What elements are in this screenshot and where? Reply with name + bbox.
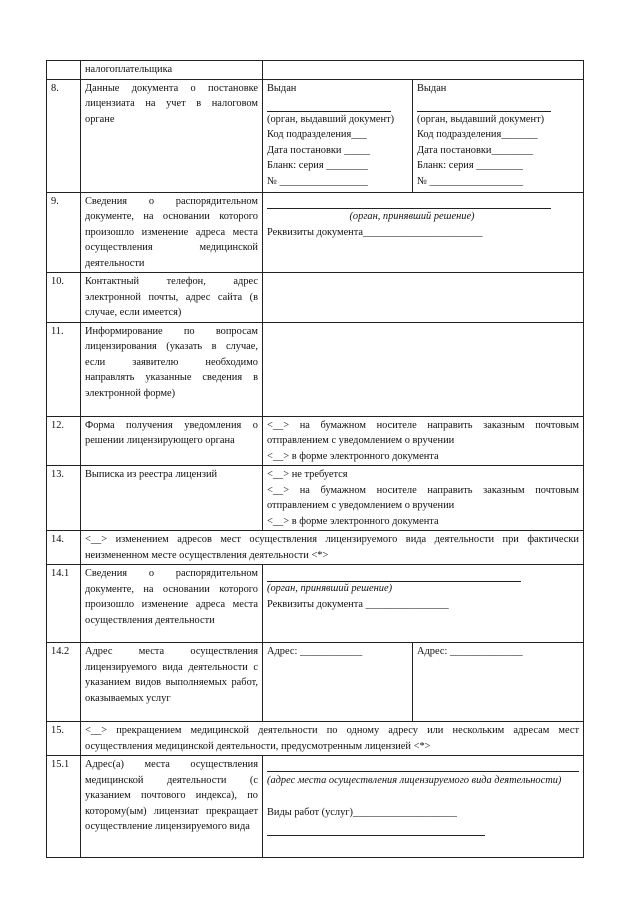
contact-field[interactable] (263, 273, 584, 323)
address-left[interactable]: Адрес: ____________ (263, 643, 413, 722)
table-row (47, 722, 584, 756)
electronic-info-field[interactable] (263, 322, 584, 416)
registration-date: Дата постановки________ (417, 144, 534, 156)
field-label: Адрес(а) места осуществления медицинской деятельности (с указанием почтового индекса), по которому(ым) лицензиат прекращает осуществление лицензируемого вида (81, 756, 263, 858)
table-row (47, 322, 584, 416)
extract-options (263, 466, 584, 531)
issuer-line[interactable] (267, 99, 391, 112)
blank-number: № _________________ (267, 175, 368, 187)
issued-label: Выдан (417, 82, 447, 94)
field-value[interactable] (263, 192, 584, 273)
table-row (47, 79, 584, 192)
organ-caption: (орган, принявший решение) (349, 211, 475, 222)
field-label: Данные документа о постановке лицензиата на учет в налоговом органе (81, 79, 263, 192)
issuer-caption: (орган, выдавший документ) (417, 113, 545, 125)
table-row (47, 466, 584, 531)
option-paper[interactable]: <__> на бумажном носителе направить заказным почтовым отправлением с уведомлением о вручении (267, 419, 579, 446)
address-right[interactable]: Адрес: ______________ (413, 643, 584, 722)
blank-series: Бланк: серия ________ (267, 160, 368, 171)
field-value[interactable] (263, 756, 584, 858)
organ-line[interactable] (267, 569, 521, 582)
blank-series: Бланк: серия _________ (417, 160, 523, 171)
row-number: 13. (47, 466, 81, 531)
field-label: Информирование по вопросам лицензирования (указать в случае, если заявителю необходимо направлять указанные сведения в электронной форме) (81, 322, 263, 416)
field-label: Форма получения уведомления о решении лицензирующего органа (81, 416, 263, 466)
application-form-table (46, 60, 584, 858)
division-code: Код подразделения_______ (417, 129, 538, 140)
field-label: Контактный телефон, адрес электронной почты, адрес сайта (в случае, если имеется) (81, 273, 263, 323)
document-requisites: Реквизиты документа_______________________ (267, 226, 483, 238)
option-electronic[interactable]: <__> в форме электронного документа (267, 450, 439, 462)
organ-line[interactable] (267, 196, 551, 209)
notification-options (263, 416, 584, 466)
table-row (47, 756, 584, 858)
field-label: Сведения о распорядительном документе, на основании которого произошло изменение адреса места осуществления медицинской деятельности (81, 192, 263, 273)
field-label: налогоплательщика (81, 61, 263, 80)
tax-doc-right[interactable] (413, 79, 584, 192)
option-paper[interactable]: <__> на бумажном носителе направить заказным почтовым отправлением с уведомлением о вручении (267, 484, 579, 511)
row-number: 10. (47, 273, 81, 323)
row-number: 14. (47, 531, 81, 565)
row-number: 14.2 (47, 643, 81, 722)
row-number: 12. (47, 416, 81, 466)
table-row (47, 531, 584, 565)
issuer-line[interactable] (417, 99, 551, 112)
document-requisites: Реквизиты документа ________________ (267, 598, 449, 610)
row-number: 9. (47, 192, 81, 273)
row-number: 15. (47, 722, 81, 756)
field-value[interactable] (263, 565, 584, 643)
table-row (47, 643, 584, 722)
tax-doc-left[interactable] (263, 79, 413, 192)
works-services: Виды работ (услуг)____________________ (267, 806, 457, 818)
row-number: 15.1 (47, 756, 81, 858)
table-row (47, 192, 584, 273)
option-not-required[interactable]: <__> не требуется (267, 469, 348, 480)
blank-number: № __________________ (417, 175, 524, 187)
issued-label: Выдан (267, 82, 297, 94)
table-row (47, 273, 584, 323)
organ-caption: (орган, принявший решение) (267, 583, 393, 594)
table-row (47, 416, 584, 466)
field-label: Выписка из реестра лицензий (81, 466, 263, 531)
table-row (47, 565, 584, 643)
field-value[interactable] (263, 61, 584, 80)
row-number: 8. (47, 79, 81, 192)
option-electronic[interactable]: <__> в форме электронного документа (267, 515, 439, 527)
registration-date: Дата постановки _____ (267, 144, 371, 156)
table-row (47, 61, 584, 80)
row-number: 14.1 (47, 565, 81, 643)
field-label: Адрес места осуществления лицензируемого вида деятельности с указанием видов выполняемых работ, оказываемых услуг (81, 643, 263, 722)
issuer-caption: (орган, выдавший документ) (267, 113, 395, 125)
section-option[interactable]: <__> изменением адресов мест осуществления лицензируемого вида деятельности при фактически неизмененном месте осуществления деятельности <*> (81, 531, 584, 565)
row-number: 11. (47, 322, 81, 416)
section-option[interactable]: <__> прекращением медицинской деятельности по одному адресу или нескольким адресам мест осуществления медицинской деятельности, предусмотренным лицензией <*> (81, 722, 584, 756)
address-caption: (адрес места осуществления лицензируемого вида деятельности) (267, 771, 579, 789)
works-line[interactable] (267, 823, 485, 836)
field-label: Сведения о распорядительном документе, на основании которого произошло изменение адреса места осуществления деятельности (81, 565, 263, 643)
division-code: Код подразделения___ (267, 129, 367, 140)
